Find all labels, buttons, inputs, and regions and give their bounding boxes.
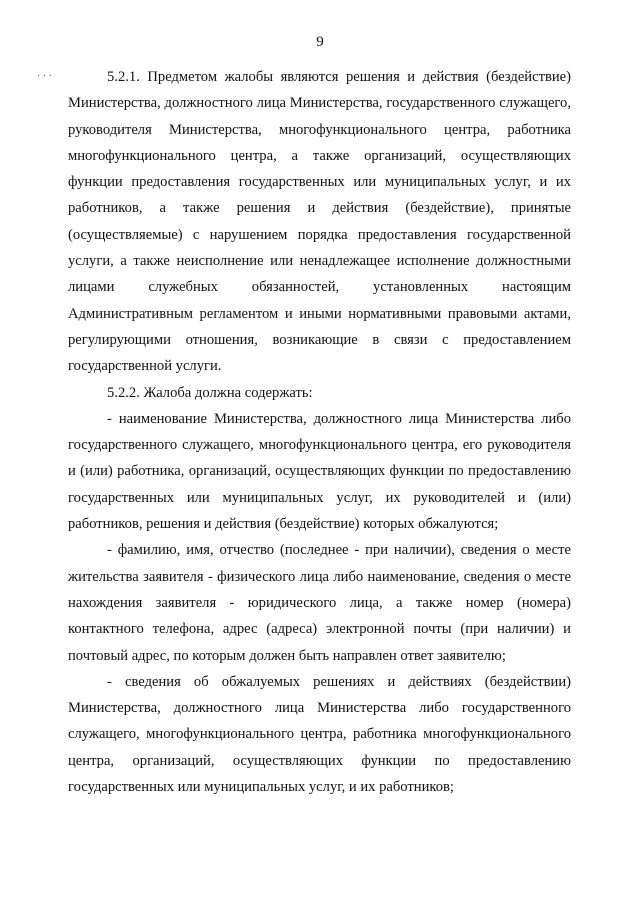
list-item-appealed-decisions: - сведения об обжалуемых решениях и действиях (бездействии) Министерства, должностного лица Министерства либо государственного служащего, многофункционального центра, работника многофункционального центра, организаций, осуществляющих функции по предоставлению государственных или муниципальных услуг, и их работников; [68,673,571,796]
list-item-applicant-details: - фамилию, имя, отчество (последнее - при наличии), сведения о месте жительства заявителя - физического лица либо наименование, сведения о месте нахождения заявителя - юридического лица, а также номер (номера) контактного телефона, адрес (адреса) электронной почты (при наличии) и почтовый адрес, по которым должен быть направлен ответ заявителю; [68,542,571,664]
list-item-name-of-body: - наименование Министерства, должностного лица Министерства либо государственного служащего, многофункционального центра, его руководителя и (или) работника, организаций, осуществляющих функции по предоставлению государственных или муниципальных услуг, их руководителей и (или) работников, решения и действия (бездействие) которых обжалуются; [68,410,571,533]
scan-artifact-dots: · · · [37,71,52,82]
document-body [68,64,571,800]
paragraph-5-2-1: 5.2.1. Предметом жалобы являются решения и действия (бездействие) Министерства, должностного лица Министерства, государственного служащего, руководителя Министерства, многофункционального центра, работника многофункционального центра, а также организаций, осуществляющих функции предоставления государственных или муниципальных услуг, и их работников, а также решения и действия (бездействие), принятые (осуществляемые) с нарушением порядка предоставления государственной услуги, а также неисполнение или ненадлежащее исполнение должностными лицами служебных обязанностей, установленных настоящим Административным регламентом и иными нормативными правовыми актами, регулирующими отношения, возникающие в связи с предоставлением государственной услуги. [68,69,571,375]
page-number: 9 [316,34,324,50]
paragraph-5-2-2: 5.2.2. Жалоба должна содержать: [107,384,313,401]
